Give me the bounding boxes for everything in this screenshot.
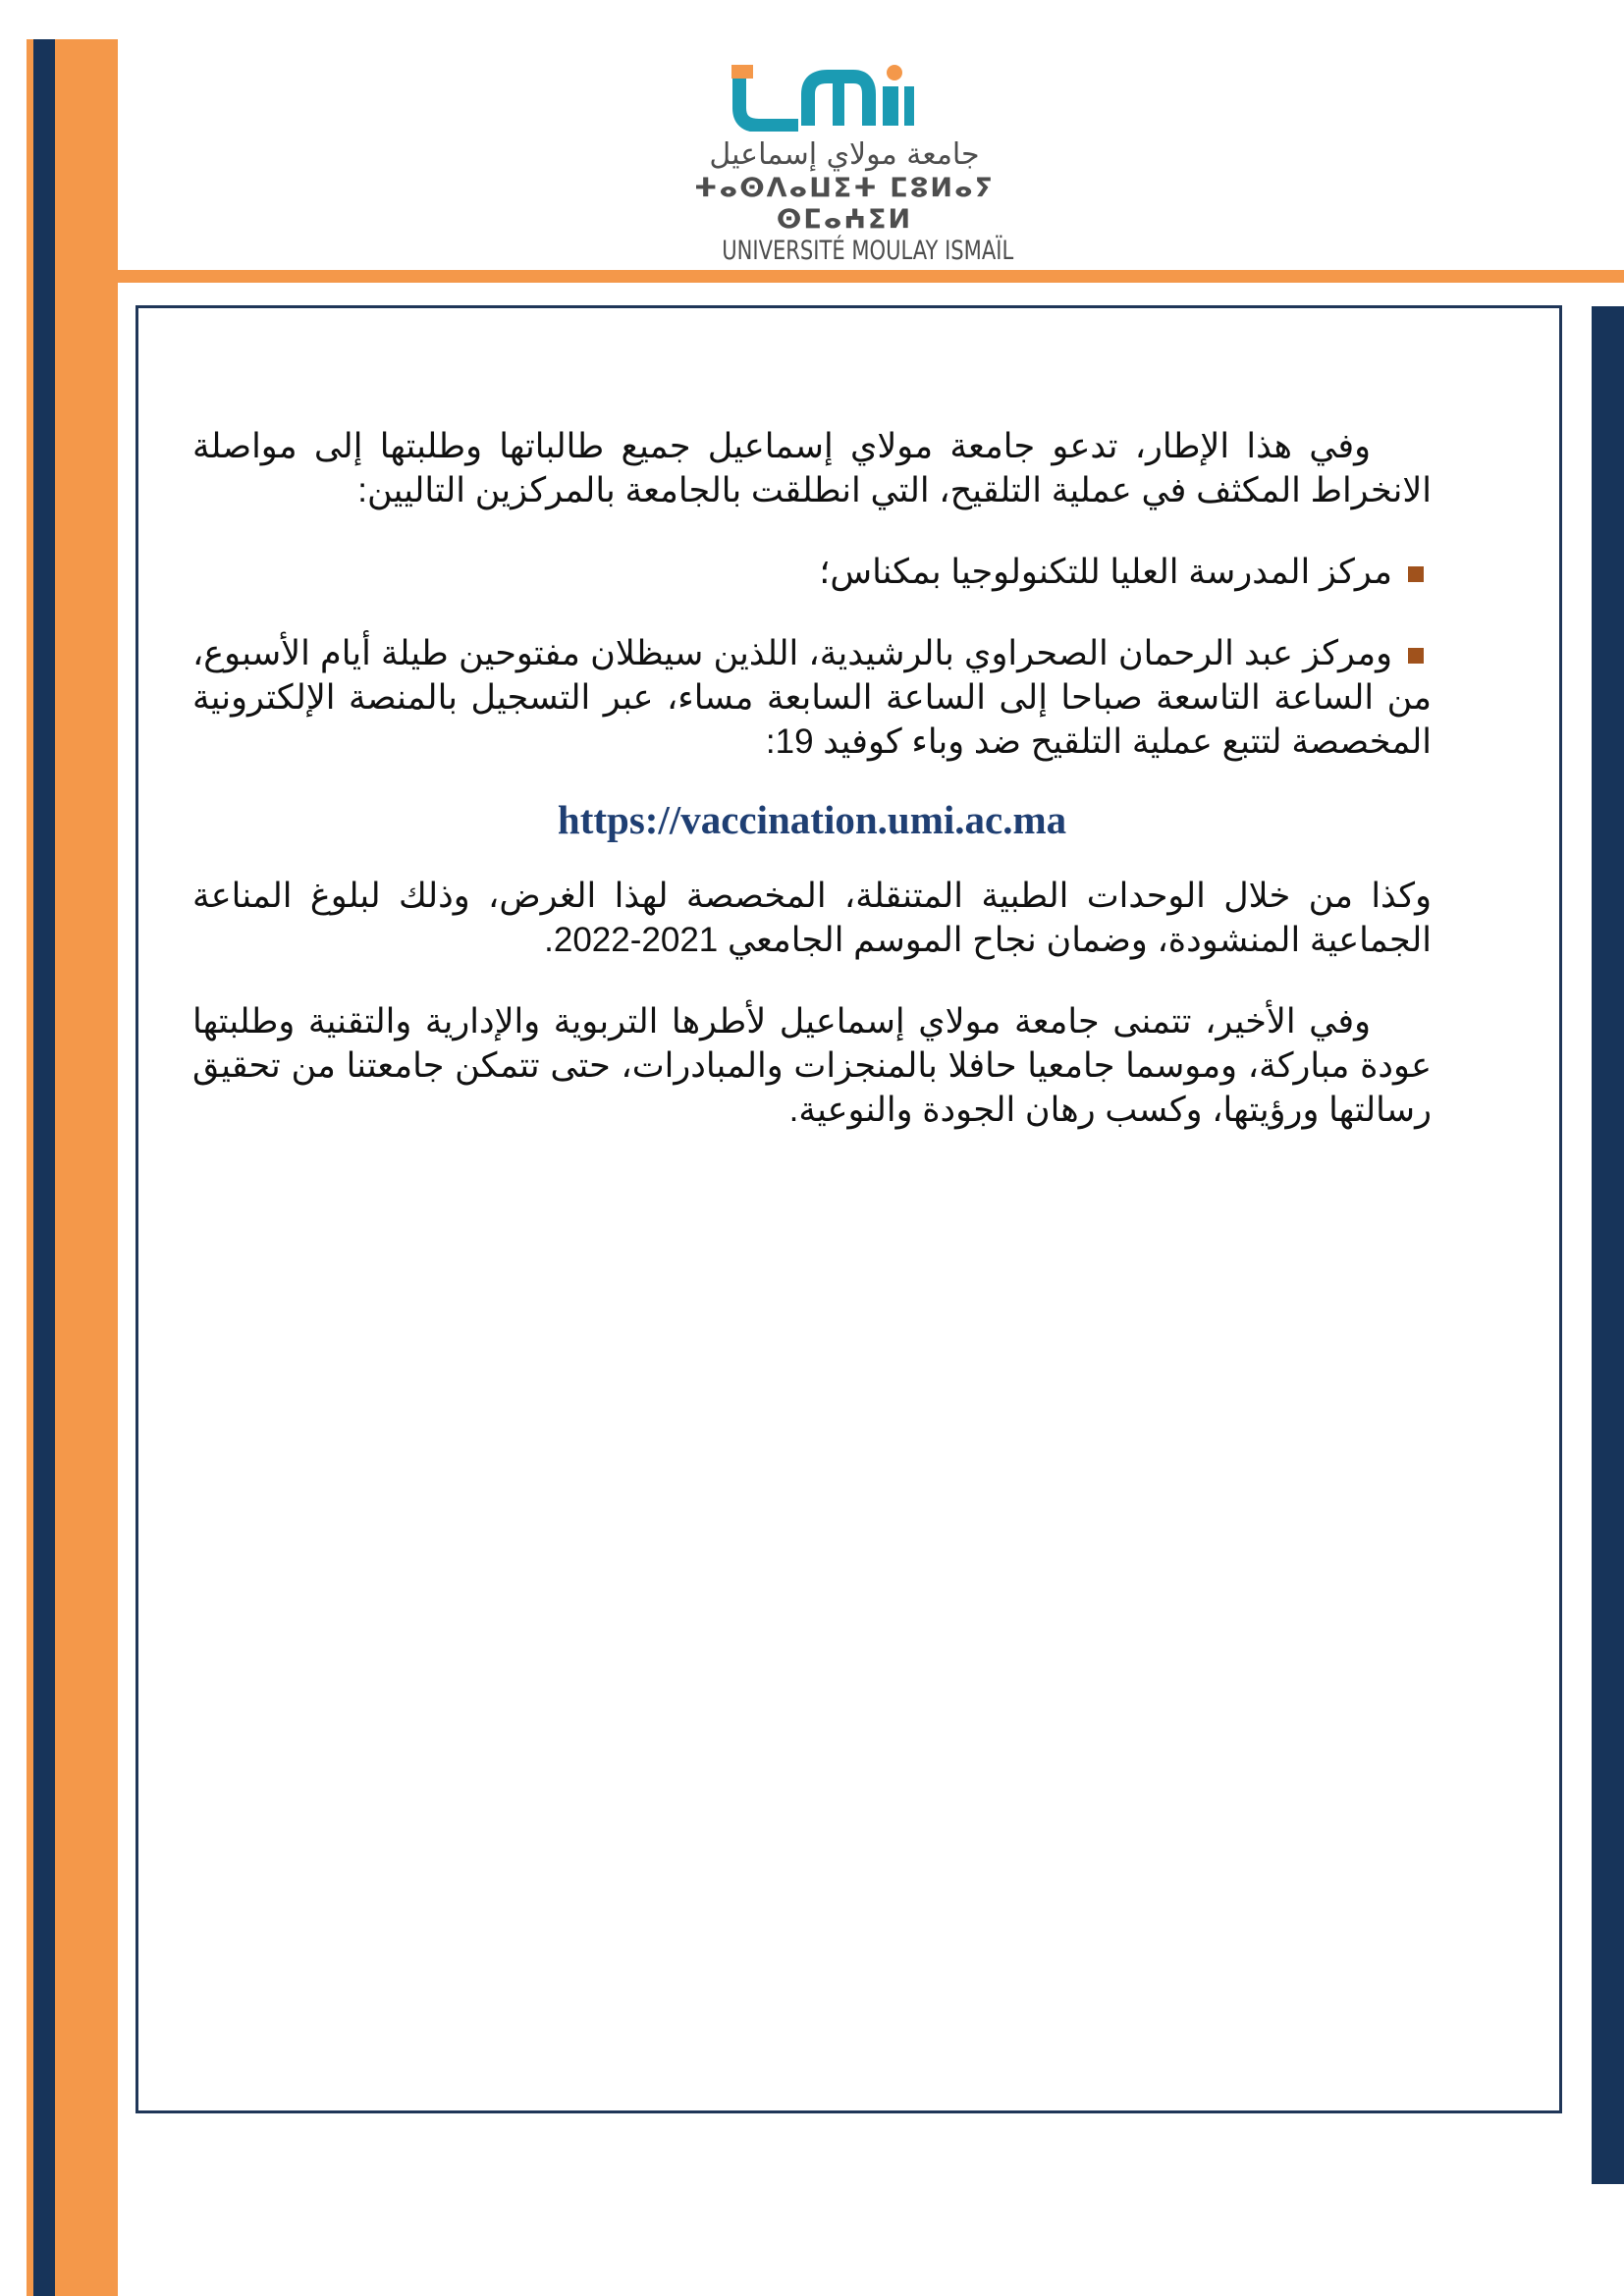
document-body	[192, 424, 1432, 1169]
header-orange-rule	[118, 270, 1624, 283]
logo-arabic-name: جامعة مولاي إسماعيل	[709, 137, 980, 172]
intro-paragraph: وفي هذا الإطار، تدعو جامعة مولاي إسماعيل جميع طالباتها وطلبتها إلى مواصلة الانخراط المكثف في عملية التلقيح، التي انطلقت بالجامعة بالمركزين التاليين:	[192, 427, 1432, 509]
bullet-text: مركز المدرسة العليا للتكنولوجيا بمكناس؛	[819, 553, 1392, 591]
logo-latin-name: UNIVERSITÉ MOULAY ISMAÏL	[722, 236, 1014, 266]
closing-paragraph: وفي الأخير، تتمنى جامعة مولاي إسماعيل لأطرها التربوية والإدارية والتقنية وطلبتها عودة مباركة، وموسما جامعيا حافلا بالمنجزات والمبادرات، حتى تتمكن جامعتنا من تحقيق رسالتها ورؤيتها، وكسب رهان الجودة والنوعية.	[192, 1002, 1432, 1129]
bullet-item-meknes	[192, 550, 1432, 594]
bullet-item-errachidia	[192, 631, 1432, 764]
bullet-square-icon	[1408, 566, 1424, 582]
mobile-units-paragraph: وكذا من خلال الوحدات الطبية المتنقلة، المخصصة لهذا الغرض، وذلك لبلوغ المناعة الجماعية المنشودة، وضمان نجاح الموسم الجامعي 2021-2022.	[192, 877, 1432, 959]
right-navy-bar	[1592, 306, 1624, 2184]
logo-tifinagh-name: ⵜⴰⵙⴷⴰⵡⵉⵜ ⵎⵓⵍⴰⵢ ⵙⵎⴰⵄⵉⵍ	[693, 173, 996, 235]
vaccination-url-link[interactable]: https://vaccination.umi.ac.ma	[557, 797, 1067, 842]
left-navy-stripe	[33, 39, 55, 2296]
university-logo	[687, 65, 1014, 266]
umi-logo-mark	[731, 65, 957, 132]
bullet-text: ومركز عبد الرحمان الصحراوي بالرشيدية، اللذين سيظلان مفتوحين طيلة أيام الأسبوع، من الساعة التاسعة صباحا إلى الساعة السابعة مساء، عبر التسجيل بالمنصة الإلكترونية المخصصة لتتبع عملية التلقيح ضد وباء كوفيد 19:	[192, 634, 1432, 761]
bullet-square-icon	[1408, 648, 1424, 664]
